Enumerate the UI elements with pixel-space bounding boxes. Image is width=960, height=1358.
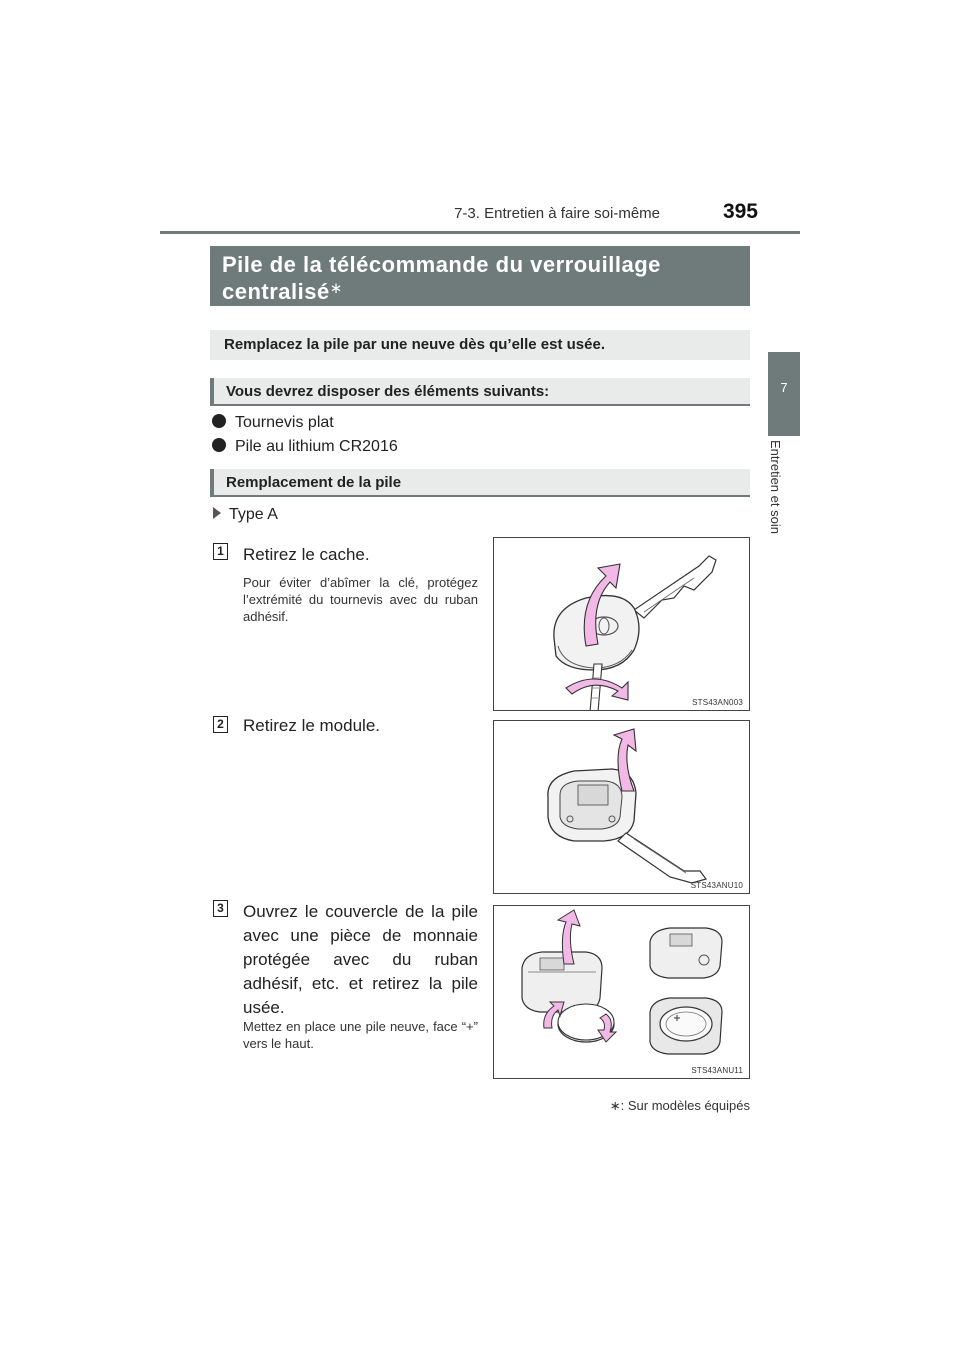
chapter-number: 7 [780,380,788,395]
section-title-text: Pile de la télécommande du verrouillage centralisé [222,252,661,304]
section-title [210,246,750,306]
bullet-dot-icon [212,438,226,452]
chapter-tab [768,352,800,436]
chapter-label [766,440,800,660]
footnote-marker: ∗ [609,1098,621,1113]
step-number-box: 2 [213,716,228,733]
page-number: 395 [722,200,758,223]
module-removal-illustration [494,721,750,894]
step-note: Mettez en place une pile neuve, face “+” vers le haut. [243,1019,478,1051]
list-item-text: Tournevis plat [235,414,334,431]
triangle-arrow-icon [213,507,221,519]
list-item [212,414,334,432]
replacement-heading: Remplacement de la pile [210,469,750,497]
figure-module-removal [493,720,750,894]
chapter-label-text: Entretien et soin [768,440,783,534]
intro-bar: Remplacez la pile par une neuve dès qu’elle est usée. [210,330,750,360]
header-section-title: 7-3. Entretien à faire soi-même [454,205,660,222]
header-rule [160,231,800,234]
key-cover-illustration [494,538,750,711]
figure-code: STS43ANU11 [691,1066,743,1075]
step-text: Retirez le cache. [243,545,370,564]
step-text: Ouvrez le couvercle de la pile avec une pièce de monnaie protégée avec du ruban adhésif, etc. et retirez la pile usée. [243,902,478,1017]
footnote [610,1098,750,1114]
step-note: Pour éviter d’abîmer la clé, protégez l’extrémité du tournevis avec du ruban adhésif. [243,575,478,624]
figure-battery-replacement [493,905,750,1079]
step-text: Retirez le module. [243,716,381,735]
bullet-dot-icon [212,414,226,428]
figure-key-cover [493,537,750,711]
step-number-box: 1 [213,543,228,560]
page-header [160,196,800,236]
step-number-box: 3 [213,900,228,917]
list-item-text: Pile au lithium CR2016 [235,438,398,455]
battery-replacement-illustration [494,906,750,1079]
list-item [212,438,398,456]
figure-code: STS43AN003 [692,698,743,707]
footnote-text: : Sur modèles équipés [620,1098,750,1113]
figure-code: STS43ANU10 [690,881,743,890]
type-label [213,506,278,524]
items-heading: Vous devrez disposer des éléments suivants: [210,378,750,406]
title-marker: ∗ [329,280,343,297]
type-label-text: Type A [229,506,278,523]
